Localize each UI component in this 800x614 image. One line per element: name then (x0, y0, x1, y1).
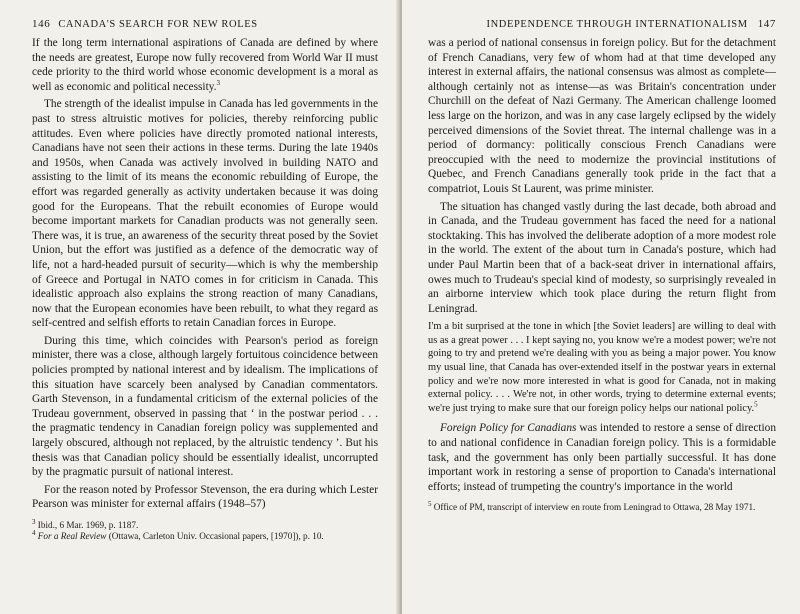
left-paragraph-3: During this time, which coincides with Pearson's period as foreign minister, there was a close, although largely fortuitous coincidence between policies prompted by national interest and by idealism. The implications of this situation have scarcely been analysed by Canadian commentators. Garth Stevenson, in a fundamental criticism of the external policies of the Trudeau government, observed in passing that ‘ in the postwar period . . . the pragmatic tendency in Canadian foreign policy was supplemented and largely obscured, although not replaced, by the altruistic tendency ’. But his thesis was that Canadian policy should be essentially idealist, uncorrupted by the pragmatic pursuit of national interest. (32, 334, 378, 479)
left-page-number: 146 (32, 18, 51, 30)
left-page (0, 0, 398, 614)
footnote-ref-5: 5 (754, 400, 758, 409)
left-paragraph-4: For the reason noted by Professor Stevenson, the era during which Lester Pearson was minister for external affairs (1948–57) (32, 483, 378, 511)
right-footnotes (428, 502, 776, 513)
footnote-3: $^3$ Ibid., 6 Mar. 1969, p. 1187. (32, 517, 139, 530)
left-paragraph-2: The strength of the idealist impulse in Canada has led governments in the past to stress altruistic motives for policies, thereby reinforcing public attitudes. Even where policies have directly promoted national interests, Canadians have not seen their actions in these terms. During the late 1940s and 1950s, when Canada was actively involved in building NATO and assisting to the limit of its means the economic rebuilding of Europe, the effort was regarded generally as activity undertaken because it was doing good for the Europeans. That the rebuilt economies of Europe would become important markets for Canadian products was not generally seen. There was, it is true, an awareness of the security threat posed by the Soviet Union, but the effort was justified as a defence of the democratic way of life, not a hard-headed pursuit of security—which is why the membership of Greece and Portugal in NATO comes in for criticism in Canada. This idealistic approach also explains the strong reaction of many Canadians, now that the European economies have been rebuilt, to what they regard as self-centred and selfish efforts to retain Canadian forces in Europe. (32, 98, 378, 330)
right-running-title: INDEPENDENCE THROUGH INTERNATIONALISM (486, 19, 748, 30)
right-paragraph-3: Foreign Policy for Canadians was intended to restore a sense of direction to and national confidence in Canadian foreign policy. This is a formidable task, and the government has only been partially successful. It has done important work in restoring a sense of proportion to Canada's international efforts; instead of trumpeting the country's importance in the world (428, 422, 777, 493)
left-running-title: CANADA'S SEARCH FOR NEW ROLES (58, 19, 258, 30)
right-page-number: 147 (757, 18, 776, 30)
left-paragraph-1: If the long term international aspirations of Canada are defined by where the needs are greatest, Europe now fully recovered from World War II must cede priority to the third world whose economic development is a moral as well as economic and political necessity.$^3$ (32, 37, 378, 93)
left-footnotes (32, 517, 378, 543)
block-quote: I'm a bit surprised at the tone in which [the Soviet leaders] are willing to deal with us as a great power . . . I kept saying no, you know we're a modest power; we're not going to try and pretend we're dealing with you as being a major power. You know my usual line, that Canada has over-extended itself in the postwar years in external policy and we're now more interested in what is good for Canada, not in making external policy. . . . We're not, in other words, trying to determine external events; we're just trying to make sure that our foreign policy helps our national policy.$^5$ (428, 321, 776, 414)
right-page (402, 0, 800, 614)
left-running-head (32, 18, 378, 30)
footnote-4: $^4$ For a Real Review (Ottawa, Carleton Univ. Occasional papers, [1970]), p. 10. (32, 529, 324, 542)
footnote-ref-3: 3 (216, 79, 220, 87)
right-running-head (428, 18, 776, 30)
right-paragraph-1: was a period of national consensus in foreign policy. But for the detachment of French Canadians, very few of whom had at that time developed any interest in external affairs, the national consensus was almost as complete—although certainly not as intense—as was Britain's concentration under Churchill on the defeat of Nazi Germany. The American challenge loomed less large on the horizon, and was in any case largely eclipsed by the widely perceived dimensions of the Soviet threat. The internal challenge was in a period of dormancy: politically conscious French Canadians were preoccupied with the need to modernize the provincial institutions of Quebec, and French Canadians generally took pride in the fact that a compatriot, Louis St Laurent, was prime minister. (428, 37, 776, 195)
footnote-5: $^5$ Office of PM, transcript of interview en route from Leningrad to Ottawa, 28 May 1971. (428, 500, 756, 513)
right-paragraph-2: The situation has changed vastly during the last decade, both abroad and in Canada, and the Trudeau government has faced the need for a national stocktaking. This has involved the deliberate adoption of a more modest role in the world. The extent of the about turn in Canada's posture, which had under Paul Martin been that of a back-seat driver in international affairs, owes much to Trudeau's special kind of modesty, so surprisingly revealed in an airborne interview which took place during the return flight from Leningrad. (428, 200, 776, 315)
